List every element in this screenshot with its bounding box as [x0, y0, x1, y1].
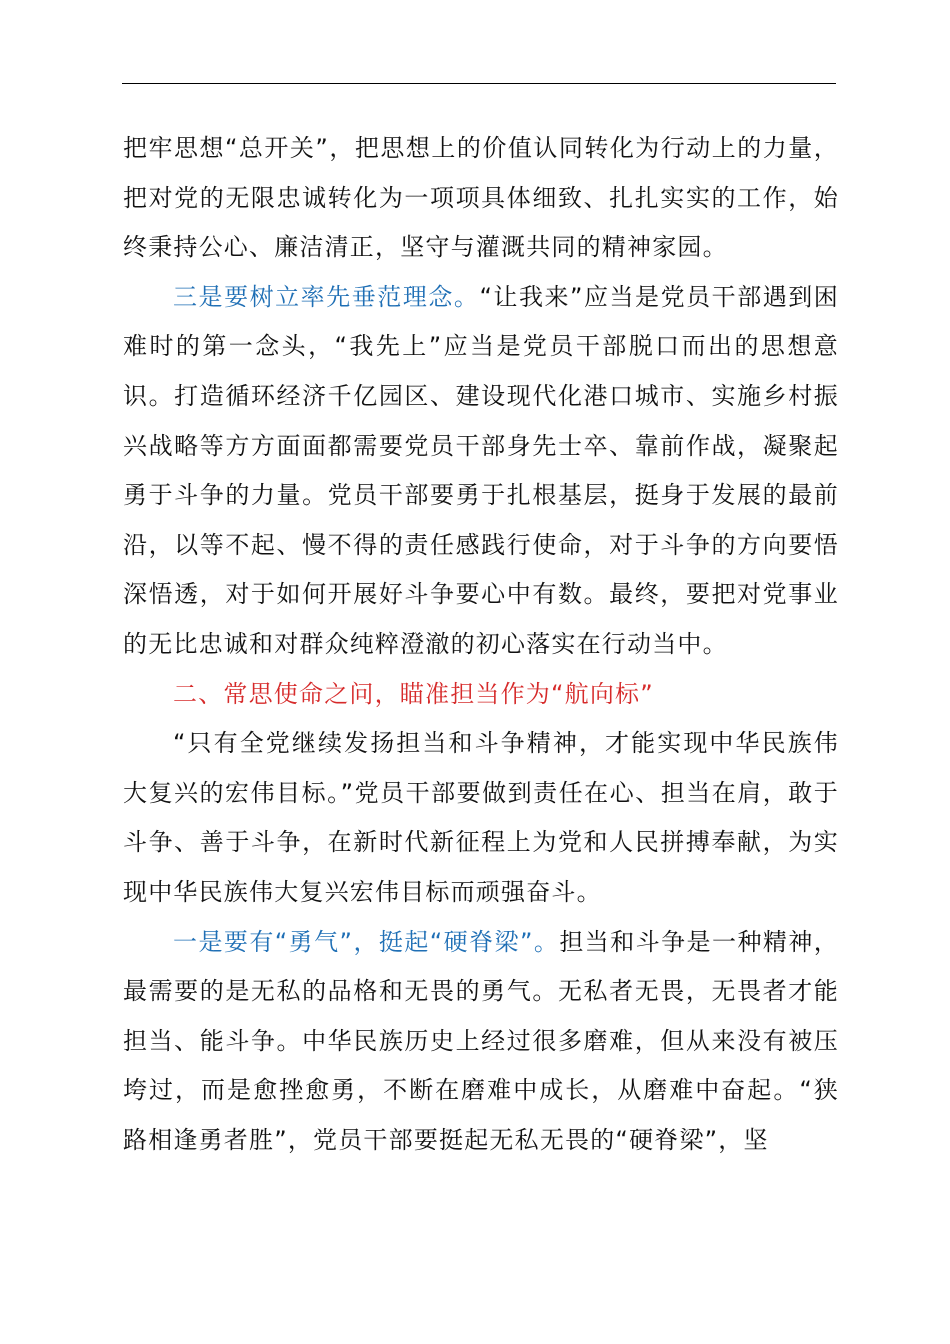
- point-three-lead: 三是要树立率先垂范理念。: [173, 282, 480, 311]
- paragraph-point-three: [123, 273, 839, 670]
- paragraph-text: “让我来”应当是党员干部遇到困难时的第一念头，“我先上”应当是党员干部脱口而出的思想意识。打造循环经济千亿园区、建设现代化港口城市、实施乡村振兴战略等方方面面都需要党员干部身先士卒、靠前作战，凝聚起勇于斗争的力量。党员干部要勇于扎根基层，挺身于发展的最前沿，以等不起、慢不得的责任感践行使命，对于斗争的方向要悟深悟透，对于如何开展好斗争要心中有数。最终，要把对党事业的无比忠诚和对群众纯粹澄澈的初心落实在行动当中。: [123, 282, 839, 658]
- document-body: [123, 124, 839, 1165]
- paragraph-point-one: [123, 918, 839, 1166]
- paragraph-section-intro: [123, 719, 839, 917]
- paragraph-continuation: [123, 124, 839, 273]
- header-rule: [122, 83, 836, 84]
- section-heading-two: 二、常思使命之问，瞄准担当作为“航向标”: [173, 679, 654, 708]
- paragraph-text: “只有全党继续发扬担当和斗争精神，才能实现中华民族伟大复兴的宏伟目标。”党员干部要做到责任在心、担当在肩，敢于斗争、善于斗争，在新时代新征程上为党和人民拼搏奉献，为实现中华民族伟大复兴宏伟目标而顽强奋斗。: [123, 729, 839, 906]
- paragraph-text: 担当和斗争是一种精神，最需要的是无私的品格和无畏的勇气。无私者无畏，无畏者才能担当、能斗争。中华民族历史上经过很多磨难，但从来没有被压垮过，而是愈挫愈勇，不断在磨难中成长，从磨难中奋起。“狭路相逢勇者胜”，党员干部要挺起无私无畏的“硬脊梁”，坚: [123, 927, 839, 1154]
- paragraph-text: 把牢思想“总开关”，把思想上的价值认同转化为行动上的力量，把对党的无限忠诚转化为一项项具体细致、扎扎实实的工作，始终秉持公心、廉洁清正，坚守与灌溉共同的精神家园。: [123, 134, 839, 262]
- point-one-lead: 一是要有“勇气”，挺起“硬脊梁”。: [173, 927, 560, 956]
